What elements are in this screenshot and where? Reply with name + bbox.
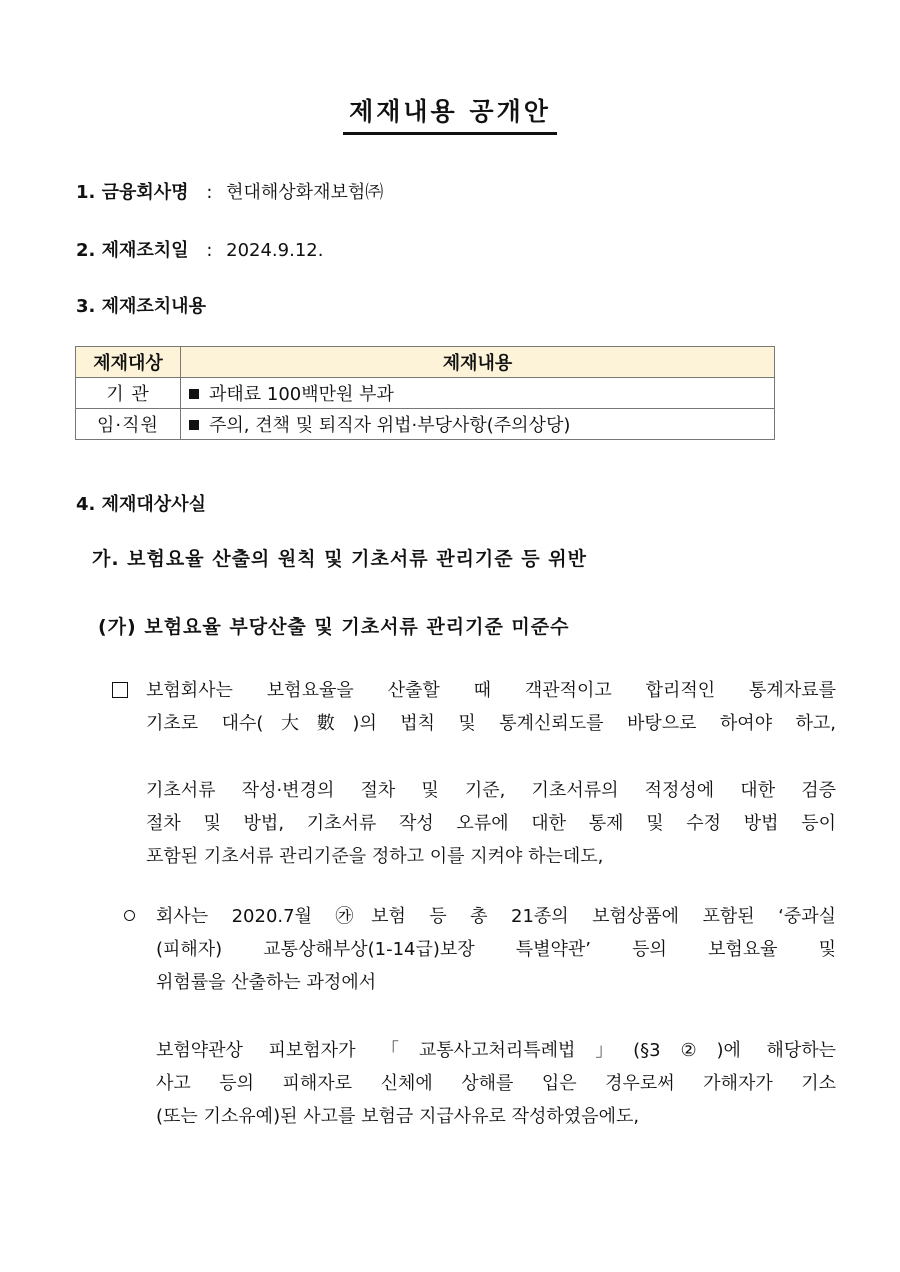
company-line	[76, 178, 383, 204]
paragraph-line: (또는 기소유예)된 사고를 보험금 지급사유로 작성하였음에도,	[156, 1106, 640, 1127]
paragraph-line: 기초서류 작성·변경의 절차 및 기준, 기초서류의 적정성에 대한 검증	[146, 780, 836, 801]
table-cell-content-text: 과태료 100백만원 부과	[209, 384, 394, 405]
table-cell-content	[181, 378, 775, 409]
paragraph-3	[156, 900, 836, 999]
paragraph-4	[156, 1034, 836, 1133]
paragraph-line: (피해자) 교통상해부상(1-14급)보장 특별약관’ 등의 보험요율 및	[156, 939, 836, 960]
sanction-date-value: 2024.9.12.	[226, 240, 324, 261]
page-title: 제재내용 공개안	[0, 92, 900, 135]
company-label: 1. 금융회사명	[76, 182, 189, 203]
paragraph-line: 사고 등의 피해자로 신체에 상해를 입은 경우로써 가해자가 기소	[156, 1073, 836, 1094]
table-row	[76, 378, 775, 409]
company-name: 현대해상화재보험㈜	[226, 182, 384, 203]
circle-bullet-icon	[124, 910, 135, 921]
table-header-row	[76, 347, 775, 378]
table-header-content: 제재내용	[181, 347, 775, 378]
sanction-table	[75, 346, 775, 440]
section-ga-heading: 가. 보험요율 산출의 원칙 및 기초서류 관리기준 등 위반	[92, 548, 587, 570]
table-header-target: 제재대상	[76, 347, 181, 378]
paragraph-line: 보험회사는 보험요율을 산출할 때 객관적이고 합리적인 통계자료를	[146, 680, 836, 701]
square-bullet-icon	[189, 389, 199, 399]
paragraph-2	[146, 774, 836, 873]
company-separator: :	[206, 182, 213, 203]
table-row	[76, 409, 775, 440]
sanction-content-label: 3. 제재조치내용	[76, 296, 206, 317]
table-cell-content-text: 주의, 견책 및 퇴직자 위법·부당사항(주의상당)	[209, 415, 571, 436]
square-bullet-icon	[189, 420, 199, 430]
facts-label: 4. 제재대상사실	[76, 494, 206, 515]
sanction-date-label: 2. 제재조치일	[76, 240, 189, 261]
table-cell-content	[181, 409, 775, 440]
paragraph-line: 위험률을 산출하는 과정에서	[156, 972, 377, 993]
table-cell-target: 기 관	[76, 378, 181, 409]
sanction-content-heading	[76, 292, 206, 318]
checkbox-square-icon	[112, 682, 128, 698]
paragraph-1	[146, 674, 836, 740]
paragraph-line: 보험약관상 피보험자가 「교통사고처리특례법」(§3②)에 해당하는	[156, 1040, 836, 1061]
sanction-date-line	[76, 236, 323, 262]
paragraph-line: 기초로 대수(大數)의 법칙 및 통계신뢰도를 바탕으로 하여야 하고,	[146, 713, 836, 734]
subsection-ga1-heading: (가) 보험요율 부당산출 및 기초서류 관리기준 미준수	[98, 616, 570, 638]
paragraph-line: 포함된 기초서류 관리기준을 정하고 이를 지켜야 하는데도,	[146, 846, 604, 867]
paragraph-line: 절차 및 방법, 기초서류 작성 오류에 대한 통제 및 수정 방법 등이	[146, 813, 836, 834]
sanction-date-separator: :	[206, 240, 213, 261]
table-cell-target: 임·직원	[76, 409, 181, 440]
facts-heading	[76, 490, 206, 516]
paragraph-line: 회사는 2020.7월 ㉮보험 등 총 21종의 보험상품에 포함된 ‘중과실	[156, 906, 836, 927]
